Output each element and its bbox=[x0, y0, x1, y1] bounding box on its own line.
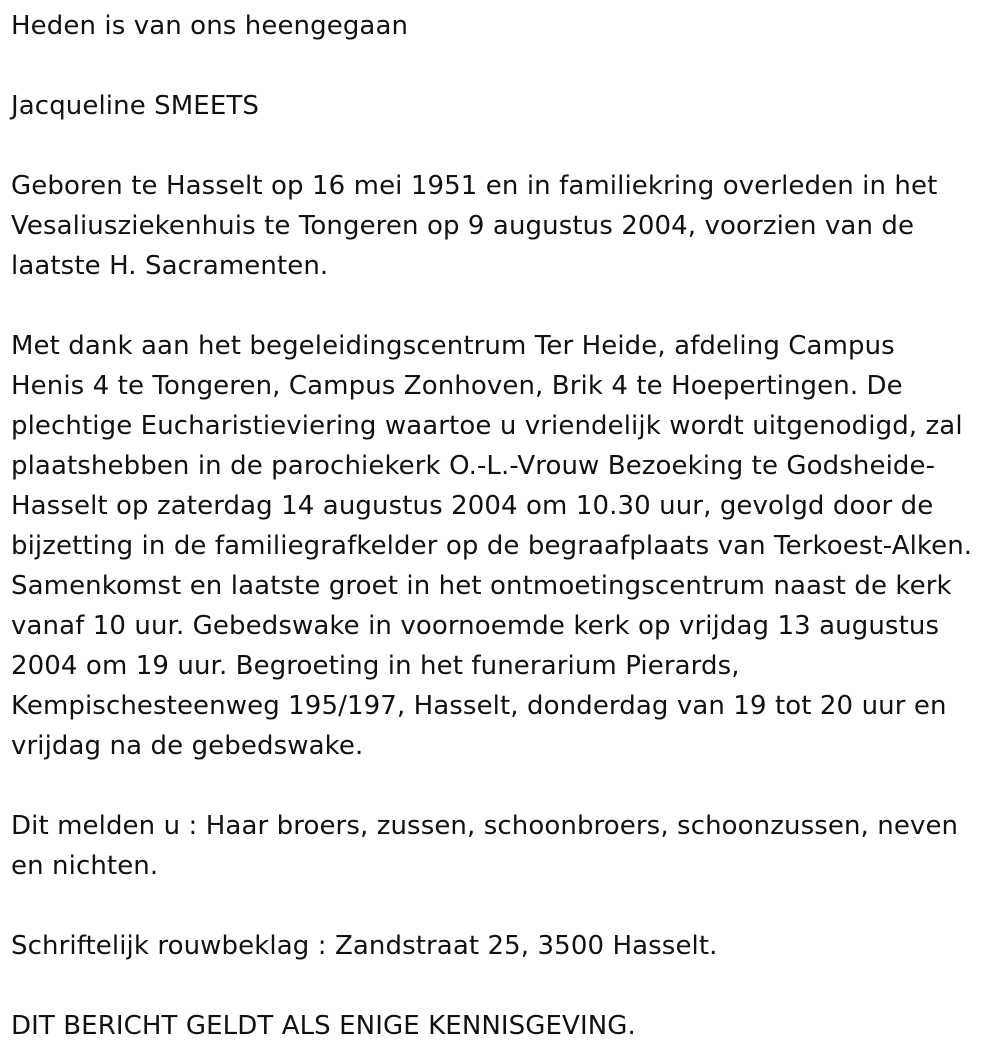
deceased-name: Jacqueline SMEETS bbox=[11, 91, 259, 121]
birth-paragraph-line: Geboren te Hasselt op 16 mei 1951 en in familiekring overleden in het bbox=[11, 171, 938, 201]
funeral-paragraph-line: plaatshebben in de parochiekerk O.-L.-Vrouw Bezoeking te Godsheide- bbox=[11, 451, 936, 481]
birth-paragraph-line: laatste H. Sacramenten. bbox=[11, 251, 329, 281]
funeral-paragraph-line: 2004 om 19 uur. Begroeting in het funerarium Pierards, bbox=[11, 651, 740, 681]
family-paragraph-line: en nichten. bbox=[11, 851, 159, 881]
family-paragraph-line: Dit melden u : Haar broers, zussen, schoonbroers, schoonzussen, neven bbox=[11, 811, 959, 841]
funeral-paragraph-line: bijzetting in de familiegrafkelder op de begraafplaats van Terkoest-Alken. bbox=[11, 531, 973, 561]
funeral-paragraph-line: Kempischesteenweg 195/197, Hasselt, donderdag van 19 tot 20 uur en bbox=[11, 691, 947, 721]
funeral-paragraph-line: plechtige Eucharistieviering waartoe u vriendelijk wordt uitgenodigd, zal bbox=[11, 411, 963, 441]
funeral-paragraph-line: Met dank aan het begeleidingscentrum Ter Heide, afdeling Campus bbox=[11, 331, 895, 361]
funeral-paragraph-line: Hasselt op zaterdag 14 augustus 2004 om 10.30 uur, gevolgd door de bbox=[11, 491, 934, 521]
condolence-address: Schriftelijk rouwbeklag : Zandstraat 25, 3500 Hasselt. bbox=[11, 931, 718, 961]
heading: Heden is van ons heengegaan bbox=[11, 11, 409, 41]
birth-paragraph-line: Vesaliusziekenhuis te Tongeren op 9 augustus 2004, voorzien van de bbox=[11, 211, 915, 241]
funeral-paragraph-line: Henis 4 te Tongeren, Campus Zonhoven, Brik 4 te Hoepertingen. De bbox=[11, 371, 903, 401]
funeral-paragraph-line: Samenkomst en laatste groet in het ontmoetingscentrum naast de kerk bbox=[11, 571, 952, 601]
funeral-paragraph-line: vanaf 10 uur. Gebedswake in voornoemde kerk op vrijdag 13 augustus bbox=[11, 611, 940, 641]
funeral-paragraph-line: vrijdag na de gebedswake. bbox=[11, 731, 364, 761]
notice-statement: DIT BERICHT GELDT ALS ENIGE KENNISGEVING. bbox=[11, 1011, 636, 1041]
